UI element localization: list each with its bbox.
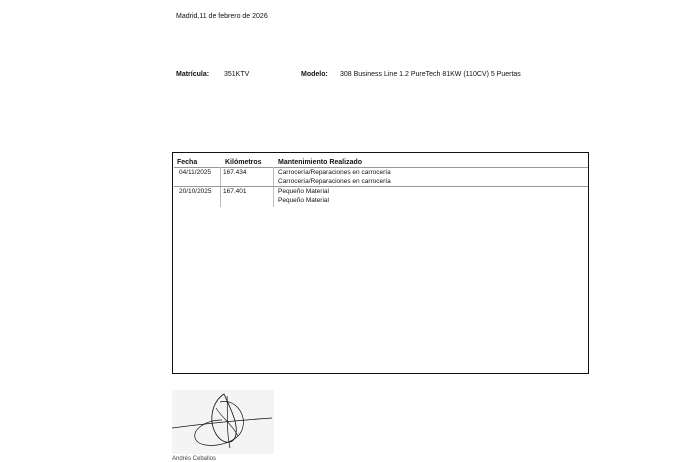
header-km: Kilómetros <box>225 159 262 166</box>
maintenance-table <box>172 152 589 374</box>
signature-caption: Andrés Ceballos <box>172 456 217 462</box>
row-1-km: 167.434 <box>223 169 247 176</box>
row-2-item-1: Pequeño Material <box>278 188 329 195</box>
model-value: 308 Business Line 1.2 PureTech 81KW (110CV) 5 Puertas <box>340 71 521 78</box>
row-1-item-2: Carrocería/Reparaciones en carrocería <box>278 178 391 185</box>
row-2-km: 167.401 <box>223 188 247 195</box>
row-1-date: 04/11/2025 <box>179 169 212 176</box>
column-divider-date <box>220 167 221 207</box>
plate-value: 351KTV <box>224 71 250 78</box>
row-2-date: 20/10/2025 <box>179 188 212 195</box>
signature-scribble <box>172 390 274 454</box>
column-divider-km <box>273 167 274 207</box>
model-label: Modelo: <box>301 71 328 78</box>
document-date: Madrid,11 de febrero de 2026 <box>176 13 268 20</box>
signature-image <box>172 390 274 454</box>
plate-label: Matrícula: <box>176 71 210 78</box>
row-2-item-2: Pequeño Material <box>278 197 329 204</box>
header-maintenance: Mantenimiento Realizado <box>278 159 363 166</box>
header-date: Fecha <box>177 159 198 166</box>
row-1-item-1: Carrocería/Reparaciones en carrocería <box>278 169 391 176</box>
